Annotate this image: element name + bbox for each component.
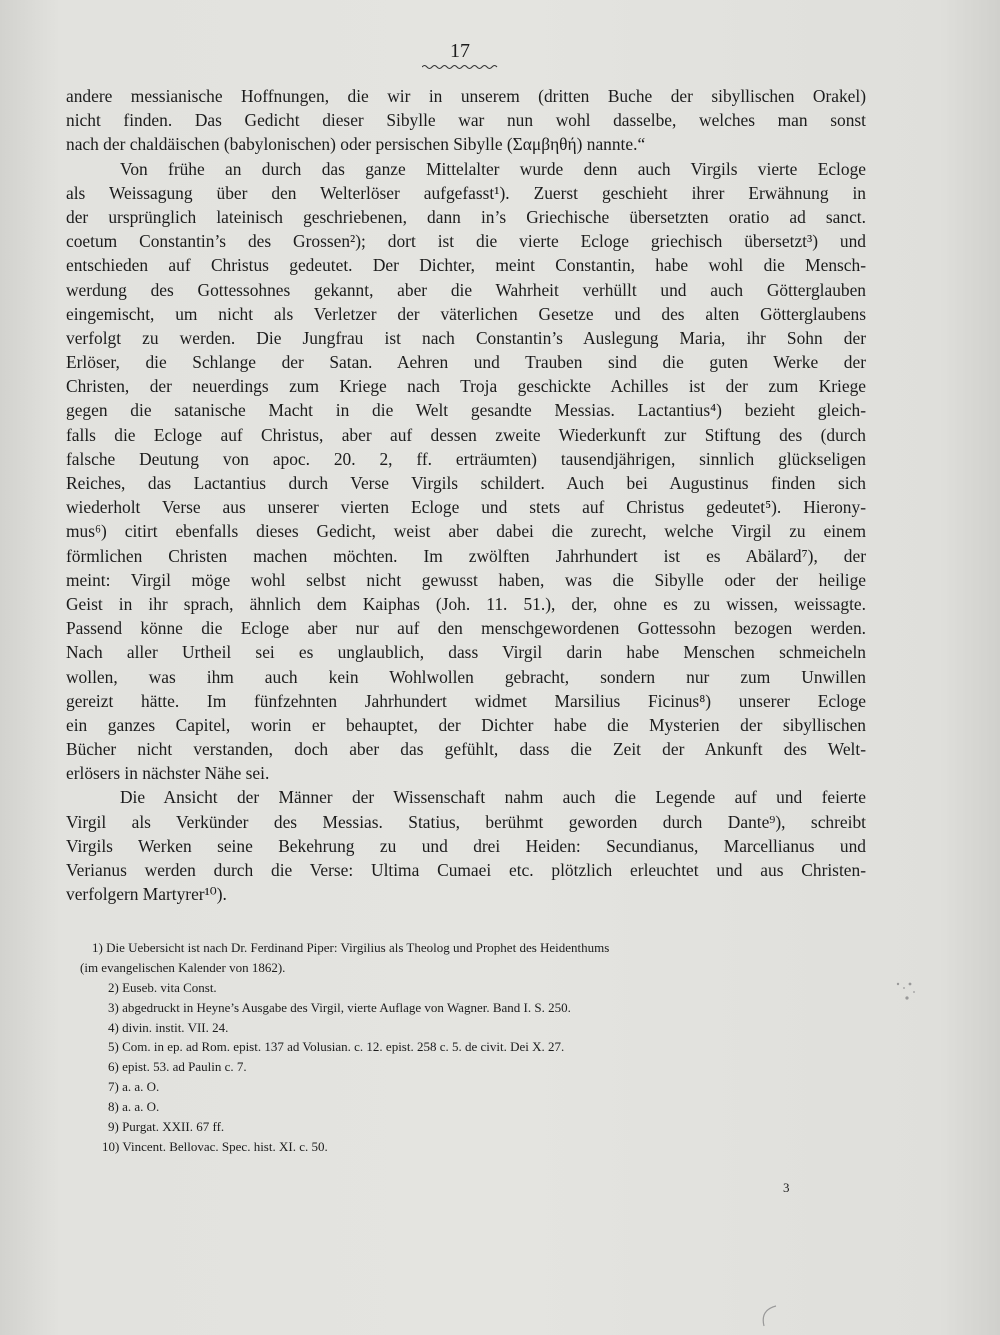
signature-mark: 3 — [783, 1180, 790, 1195]
text-line: werdung des Gottessohnes gekannt, aber die Wahrheit verhüllt und auch Götterglauben — [66, 279, 866, 300]
text-line: gereizt hätte. Im fünfzehnten Jahrhundert widmet Marsilius Ficinus⁸) unserer Ecloge — [66, 690, 866, 711]
footnote-line: 3) abgedruckt in Heyne’s Ausgabe des Virgil, vierte Auflage von Wagner. Band I. S. 250. — [108, 999, 571, 1015]
footnotes-block — [80, 938, 780, 1157]
footnote-line: 8) a. a. O. — [108, 1099, 160, 1115]
text-line: der ursprünglich lateinisch geschriebenen, dann in’s Griechische übersetzten oratio ad sanct. — [66, 206, 866, 227]
footnote-line: (im evangelischen Kalender von 1862). — [80, 959, 286, 975]
text-line: als Weissagung über den Welterlöser aufgefasst¹). Zuerst geschieht ihrer Erwähnung in — [66, 182, 866, 203]
text-line: falls die Ecloge auf Christus, aber auf dessen zweite Wiederkunft zur Stiftung des (durch — [66, 424, 866, 445]
footnote-line: 1) Die Uebersicht ist nach Dr. Ferdinand Piper: Virgilius als Theolog und Prophet des Heidenthums — [92, 940, 610, 955]
text-line: Die Ansicht der Männer der Wissenschaft nahm auch die Legende auf und feierte — [120, 787, 866, 808]
text-line: Christen, der neuerdings zum Kriege nach Troja geschickte Achilles ist der zum Kriege — [66, 376, 866, 397]
text-line: nach der chaldäischen (babylonischen) oder persischen Sibylle (Σαμβηθή) nannte.“ — [66, 134, 646, 155]
text-line: verfolgern Martyrer¹⁰). — [66, 884, 227, 905]
footnote-line: 4) divin. instit. VII. 24. — [108, 1019, 229, 1035]
text-line: eingemischt, um nicht als Verletzer der väterlichen Gesetze und des alten Götterglaubens — [66, 303, 866, 324]
footnote-line: 6) epist. 53. ad Paulin c. 7. — [108, 1059, 247, 1075]
text-line: Virgils Werken seine Bekehrung zu und drei Heiden: Secundianus, Marcellianus und — [66, 835, 866, 856]
text-line: gegen die satanische Macht in die Welt gesandte Messias. Lactantius⁴) bezieht gleich- — [66, 400, 866, 421]
text-line: Verianus werden durch die Verse: Ultima Cumaei etc. plötzlich erleuchtet und aus Christen- — [66, 860, 866, 880]
footnote-line: 10) Vincent. Bellovac. Spec. hist. XI. c. 50. — [102, 1138, 328, 1154]
text-line: andere messianische Hoffnungen, die wir in unserem (dritten Buche der sibyllischen Orakel) — [66, 86, 866, 106]
text-line: erlösers in nächster Nähe sei. — [66, 763, 270, 784]
footnote-line: 5) Com. in ep. ad Rom. epist. 137 ad Volusian. c. 12. epist. 258 c. 5. de civit. Dei X. 27. — [108, 1039, 565, 1055]
main-text-block — [66, 84, 866, 906]
wavy-underline-ornament — [422, 64, 498, 70]
page-number: 17 — [450, 40, 470, 62]
footnote-line: 2) Euseb. vita Const. — [108, 979, 217, 995]
footnote-line: 9) Purgat. XXII. 67 ff. — [108, 1119, 225, 1135]
text-line: Reiches, das Lactantius durch Verse Virgils schildert. Auch bei Augustinus finden sich — [66, 473, 866, 493]
text-line: Geist in ihr sprach, ähnlich dem Kaiphas (Joh. 11. 51.), der, ohne es zu wissen, weissagte. — [66, 593, 866, 614]
text-line: mus⁶) citirt ebenfalls dieses Gedicht, weist aber dabei die zurecht, welche Virgil zu einem — [66, 521, 866, 542]
text-line: Erlöser, die Schlange der Satan. Aehren und Trauben sind die guten Werke der — [66, 352, 866, 373]
text-line: förmlichen Christen machen möchten. Im zwölften Jahrhundert ist es Abälard⁷), der — [66, 545, 866, 566]
margin-smudge-mark — [892, 978, 922, 1006]
text-line: falsche Deutung von apoc. 20. 2, ff. erträumten) tausendjährigen, sinnlich glückseligen — [66, 448, 866, 469]
text-line: ein ganzes Capitel, worin er behauptet, der Dichter habe die Mysterien der sibyllischen — [66, 714, 866, 735]
text-line: wiederholt Verse aus unserer vierten Ecloge und stets auf Christus gedeutet⁵). Hierony- — [66, 497, 866, 518]
text-line: Passend könne die Ecloge aber nur auf den menschgewordenen Gottessohn bezogen werden. — [66, 618, 866, 639]
corner-pencil-mark — [754, 1300, 784, 1330]
text-line: entschieden auf Christus gedeutet. Der Dichter, meint Constantin, habe wohl die Mensch- — [66, 255, 866, 276]
text-line: wollen, was ihm auch kein Wohlwollen gebracht, sondern nur zum Unwillen — [66, 666, 866, 687]
text-line: Nach aller Urtheil sei es unglaublich, dass Virgil darin habe Menschen schmeicheln — [66, 642, 866, 663]
text-line: Bücher nicht verstanden, doch aber das gefühlt, dass die Zeit der Ankunft des Welt- — [66, 739, 866, 760]
text-line: Von frühe an durch das ganze Mittelalter wurde denn auch Virgils vierte Ecloge — [120, 158, 866, 179]
text-line: verfolgt zu werden. Die Jungfrau ist nach Constantin’s Auslegung Maria, ihr Sohn der — [66, 327, 866, 348]
footnote-line: 7) a. a. O. — [108, 1079, 160, 1095]
text-line: nicht finden. Das Gedicht dieser Sibylle war nun wohl dasselbe, welches man sonst — [66, 110, 866, 131]
text-line: meint: Virgil möge wohl selbst nicht gewusst haben, was die Sibylle oder der heilige — [66, 569, 866, 590]
text-line: Virgil als Verkünder des Messias. Statius, berühmt geworden durch Dante⁹), schreibt — [66, 811, 866, 832]
text-line: coetum Constantin’s des Grossen²); dort ist die vierte Ecloge griechisch übersetzt³) und — [66, 231, 866, 252]
